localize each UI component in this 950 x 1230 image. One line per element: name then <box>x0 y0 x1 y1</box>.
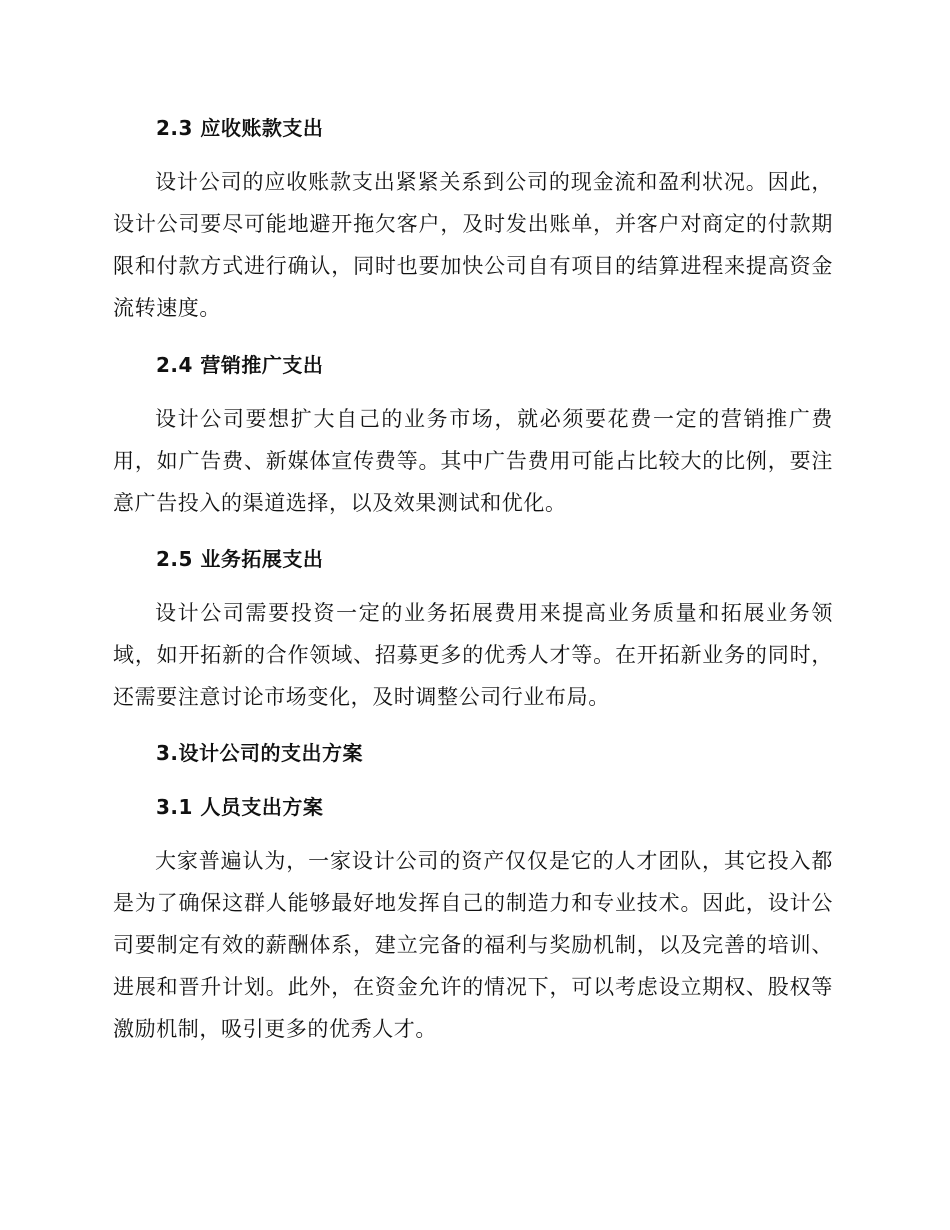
section-body-3-1: 大家普遍认为，一家设计公司的资产仅仅是它的人才团队，其它投入都是为了确保这群人能够最好地发挥自己的制造力和专业技术。因此，设计公司要制定有效的薪酬体系，建立完备的福利与奖励机制，以及完善的培训、进展和晋升计划。此外，在资金允许的情况下，可以考虑设立期权、股权等激励机制，吸引更多的优秀人才。 <box>113 849 833 1041</box>
section-body-2-4: 设计公司要想扩大自己的业务市场，就必须要花费一定的营销推广费用，如广告费、新媒体宣传费等。其中广告费用可能占比较大的比例，要注意广告投入的渠道选择，以及效果测试和优化。 <box>113 407 833 515</box>
section-heading-2-4: 2.4 营销推广支出 <box>156 353 324 377</box>
section-body-2-3: 设计公司的应收账款支出紧紧关系到公司的现金流和盈利状况。因此，设计公司要尽可能地避开拖欠客户，及时发出账单，并客户对商定的付款期限和付款方式进行确认，同时也要加快公司自有项目的结算进程来提高资金流转速度。 <box>113 170 833 320</box>
section-heading-2-5: 2.5 业务拓展支出 <box>156 547 324 571</box>
section-heading-3-1: 3.1 人员支出方案 <box>156 795 324 819</box>
chapter-heading-3: 3.设计公司的支出方案 <box>156 741 364 765</box>
section-body-2-5: 设计公司需要投资一定的业务拓展费用来提高业务质量和拓展业务领域，如开拓新的合作领域、招募更多的优秀人才等。在开拓新业务的同时，还需要注意讨论市场变化，及时调整公司行业布局。 <box>113 601 833 709</box>
section-heading-2-3: 2.3 应收账款支出 <box>156 116 324 140</box>
